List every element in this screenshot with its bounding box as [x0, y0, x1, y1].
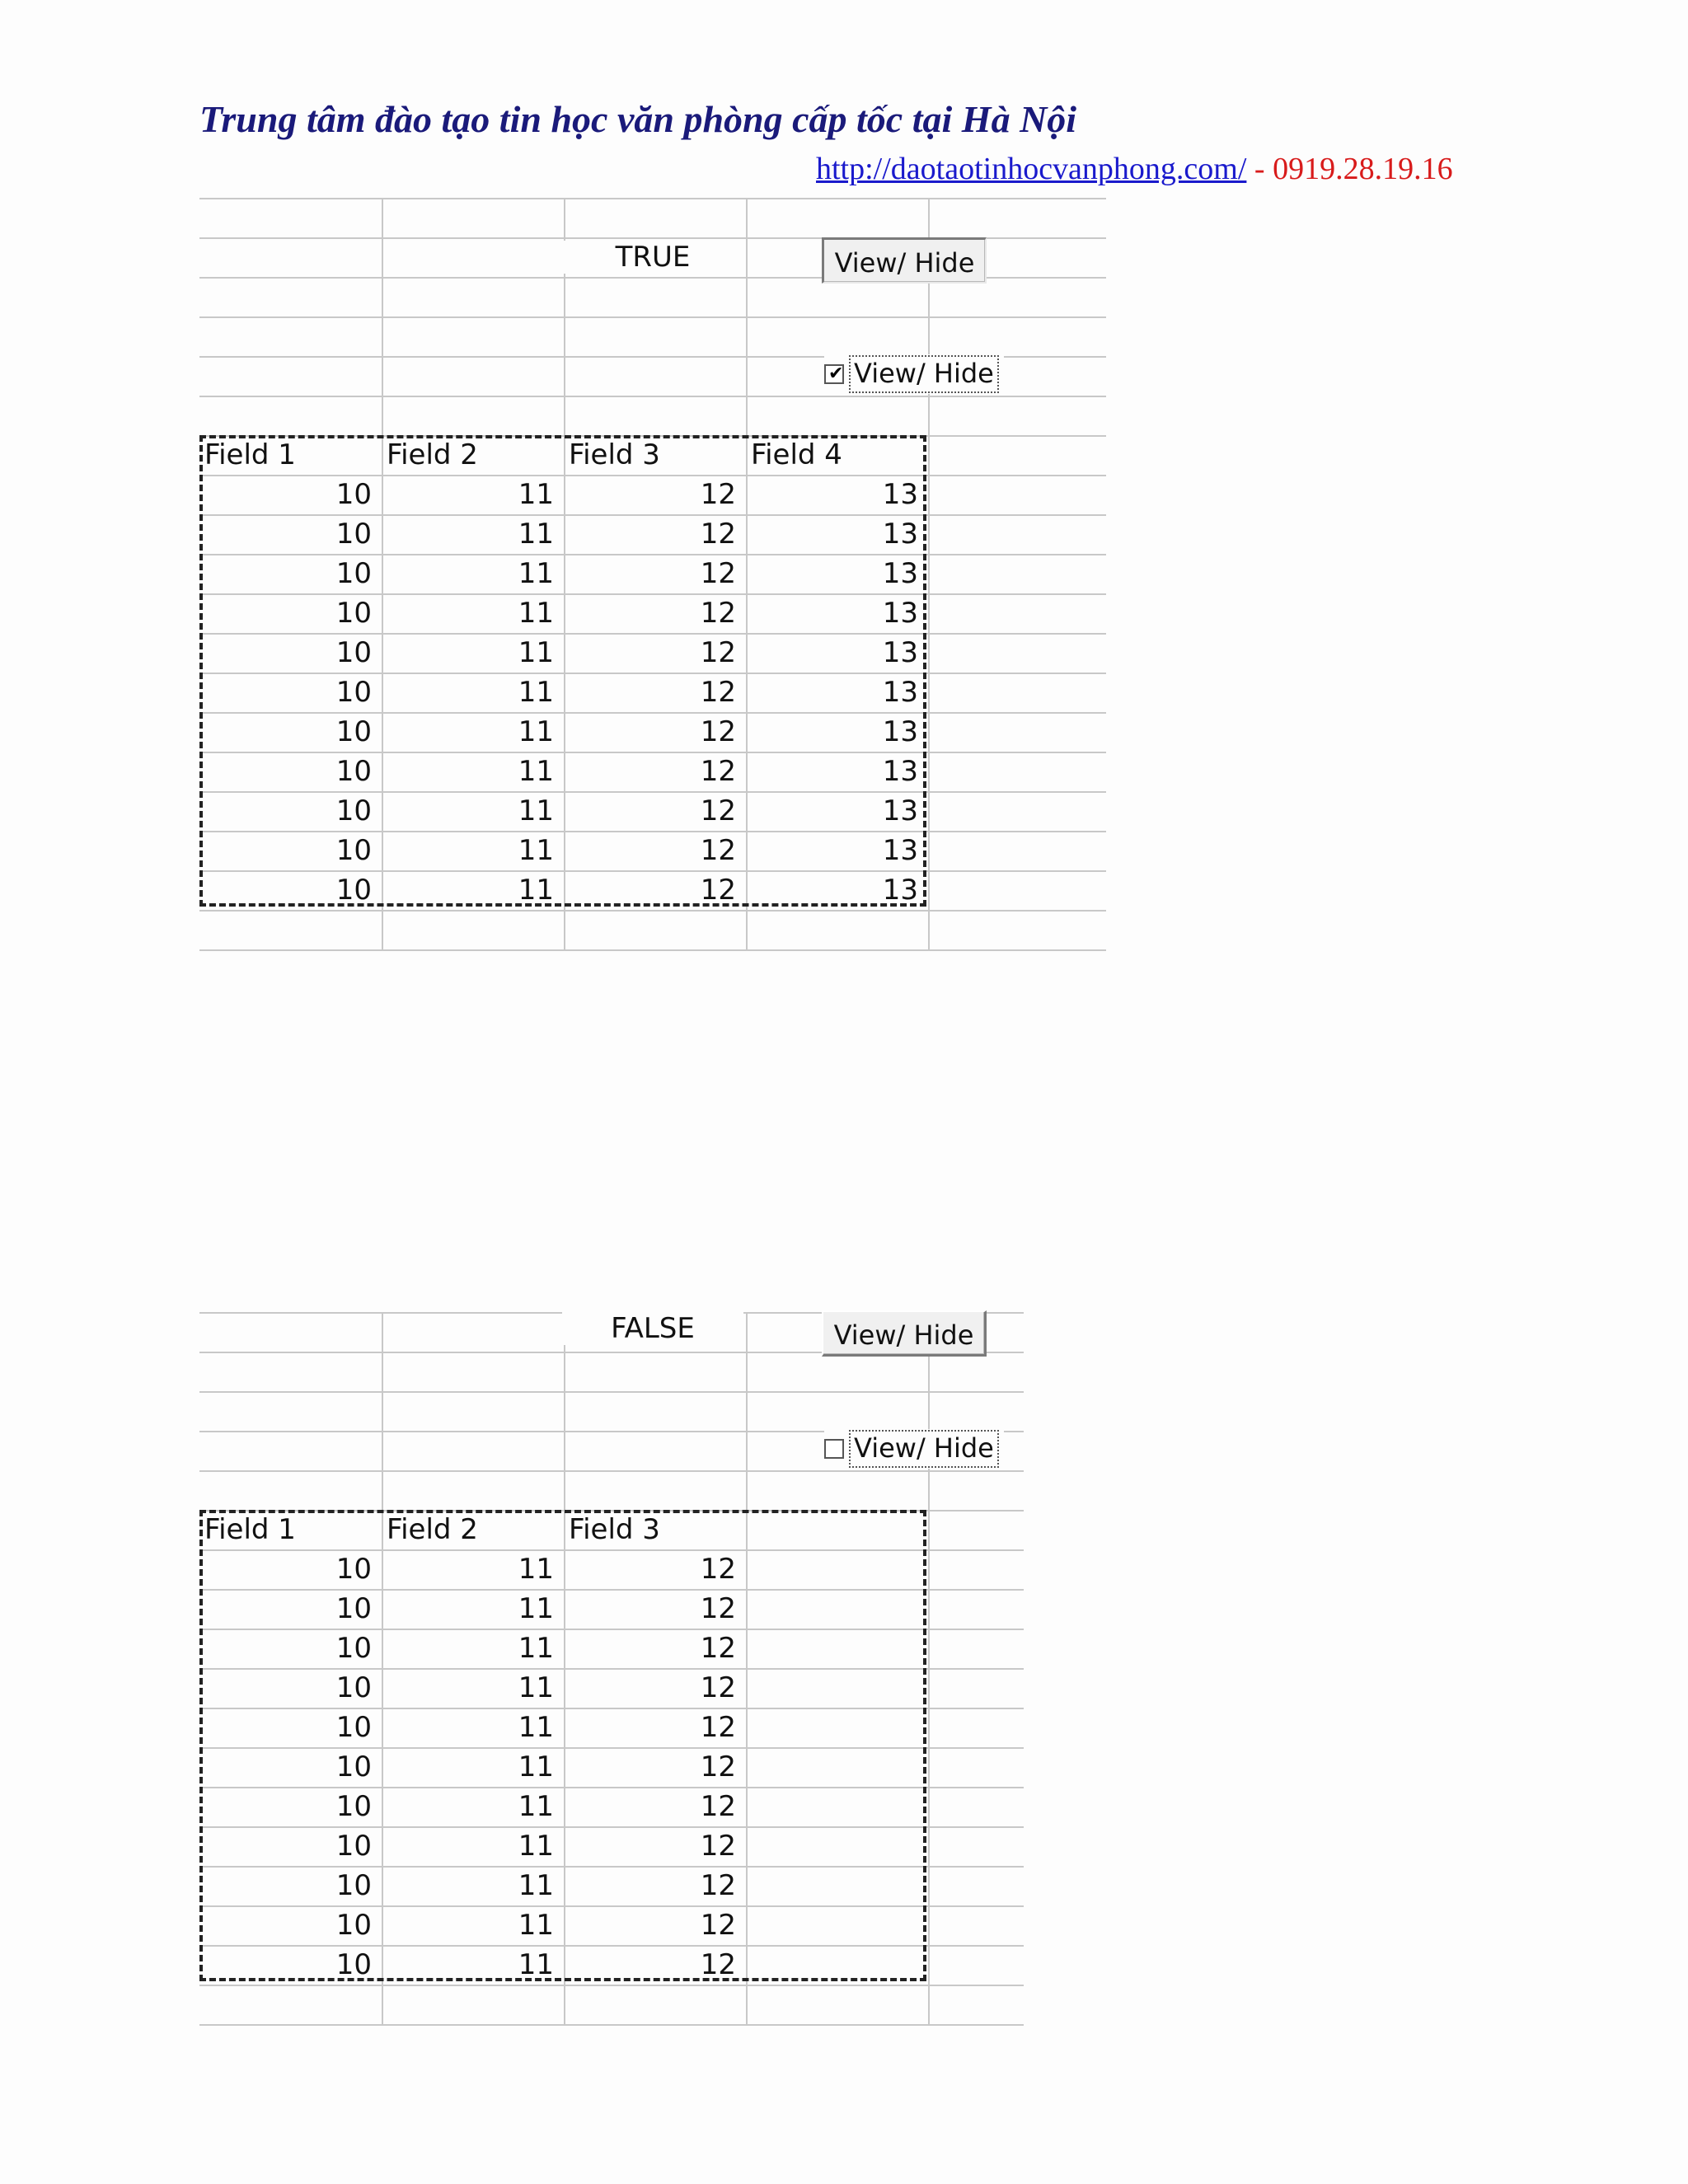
table-cell: 12 [700, 1830, 736, 1863]
gridline-v [746, 1312, 748, 2024]
table-cell: 13 [882, 834, 918, 867]
table-cell: 12 [700, 1671, 736, 1704]
table-cell: 13 [882, 794, 918, 827]
gridline-h [199, 396, 1106, 397]
website-link[interactable]: http://daotaotinhocvanphong.com/ [816, 152, 1247, 186]
table-cell: 10 [335, 676, 372, 709]
table-cell: 11 [518, 597, 554, 630]
table-cell: 12 [700, 1632, 736, 1665]
table-cell: 11 [518, 834, 554, 867]
table-cell: 11 [518, 1948, 554, 1981]
flag-cell-true: TRUE [562, 241, 743, 274]
gridline-h [199, 2024, 1024, 2026]
table-cell: 12 [700, 1790, 736, 1823]
column-header: Field 3 [569, 1513, 660, 1546]
table-cell: 11 [518, 1592, 554, 1625]
table-cell: 11 [518, 1632, 554, 1665]
table-cell: 10 [335, 755, 372, 788]
view-hide-button[interactable]: View/ Hide [822, 1310, 987, 1357]
table-cell: 10 [335, 1790, 372, 1823]
table-cell: 11 [518, 1830, 554, 1863]
gridline-h [199, 910, 1106, 912]
table-cell: 12 [700, 755, 736, 788]
view-hide-checkbox[interactable] [824, 354, 1004, 394]
table-cell: 13 [882, 715, 918, 748]
gridline-h [199, 1470, 1024, 1472]
table-cell: 12 [700, 636, 736, 669]
table-cell: 12 [700, 478, 736, 511]
table-cell: 13 [882, 557, 918, 590]
table-cell: 10 [335, 1553, 372, 1586]
gridline-v [928, 1312, 930, 2024]
table-cell: 11 [518, 676, 554, 709]
table-cell: 10 [335, 1711, 372, 1744]
view-hide-checkbox[interactable] [824, 1429, 1004, 1469]
flag-cell-false: FALSE [562, 1312, 743, 1345]
table-cell: 10 [335, 1830, 372, 1863]
contact-line [816, 151, 1453, 187]
table-cell: 12 [700, 874, 736, 907]
worksheet-false [199, 1312, 1024, 2024]
checkbox-label: View/ Hide [849, 355, 999, 393]
table-cell: 10 [335, 874, 372, 907]
table-cell: 13 [882, 478, 918, 511]
table-cell: 10 [335, 1750, 372, 1783]
phone-number: 0919.28.19.16 [1273, 152, 1453, 186]
checkbox-label: View/ Hide [849, 1430, 999, 1468]
page-title: Trung tâm đào tạo tin học văn phòng cấp tốc tại Hà Nội [199, 98, 1077, 140]
table-cell: 12 [700, 715, 736, 748]
table-cell: 12 [700, 1869, 736, 1902]
table-cell: 10 [335, 1948, 372, 1981]
table-cell: 11 [518, 1909, 554, 1942]
table-cell: 10 [335, 597, 372, 630]
checkbox-checked-icon[interactable]: ✔ [824, 364, 844, 384]
column-header: Field 2 [387, 1513, 478, 1546]
table-cell: 11 [518, 557, 554, 590]
table-cell: 11 [518, 636, 554, 669]
column-header: Field 1 [204, 438, 296, 471]
table-cell: 11 [518, 1869, 554, 1902]
table-cell: 10 [335, 1592, 372, 1625]
table-cell: 12 [700, 1711, 736, 1744]
column-header: Field 3 [569, 438, 660, 471]
table-cell: 11 [518, 755, 554, 788]
table-cell: 10 [335, 478, 372, 511]
gridline-h [199, 1391, 1024, 1393]
table-cell: 11 [518, 518, 554, 551]
table-cell: 12 [700, 1553, 736, 1586]
table-cell: 13 [882, 636, 918, 669]
table-cell: 13 [882, 676, 918, 709]
table-cell: 13 [882, 518, 918, 551]
checkbox-unchecked-icon[interactable] [824, 1439, 844, 1459]
gridline-h [199, 949, 1106, 951]
table-cell: 10 [335, 1909, 372, 1942]
column-header: Field 2 [387, 438, 478, 471]
table-cell: 12 [700, 1750, 736, 1783]
table-cell: 10 [335, 557, 372, 590]
gridline-h [199, 198, 1106, 199]
table-cell: 10 [335, 518, 372, 551]
table-cell: 12 [700, 794, 736, 827]
table-cell: 11 [518, 1671, 554, 1704]
table-cell: 11 [518, 794, 554, 827]
separator: - [1246, 152, 1273, 186]
table-cell: 11 [518, 1750, 554, 1783]
table-cell: 10 [335, 1671, 372, 1704]
worksheet-true [199, 198, 1106, 949]
table-cell: 12 [700, 1909, 736, 1942]
table-cell: 12 [700, 597, 736, 630]
table-cell: 12 [700, 1592, 736, 1625]
table-cell: 10 [335, 1632, 372, 1665]
table-cell: 11 [518, 1553, 554, 1586]
table-cell: 11 [518, 1790, 554, 1823]
table-cell: 10 [335, 636, 372, 669]
table-cell: 10 [335, 794, 372, 827]
table-cell: 10 [335, 715, 372, 748]
table-cell: 11 [518, 478, 554, 511]
table-cell: 12 [700, 518, 736, 551]
table-cell: 12 [700, 834, 736, 867]
view-hide-button[interactable]: View/ Hide [822, 237, 987, 284]
table-cell: 11 [518, 715, 554, 748]
gridline-h [199, 1985, 1024, 1986]
gridline-h [199, 316, 1106, 318]
column-header: Field 1 [204, 1513, 296, 1546]
table-cell: 13 [882, 874, 918, 907]
table-cell: 11 [518, 874, 554, 907]
table-cell: 12 [700, 557, 736, 590]
table-cell: 11 [518, 1711, 554, 1744]
table-cell: 10 [335, 834, 372, 867]
table-cell: 13 [882, 597, 918, 630]
table-cell: 12 [700, 1948, 736, 1981]
table-cell: 12 [700, 676, 736, 709]
table-cell: 13 [882, 755, 918, 788]
gridline-v [928, 198, 930, 949]
table-cell: 10 [335, 1869, 372, 1902]
column-header: Field 4 [751, 438, 842, 471]
